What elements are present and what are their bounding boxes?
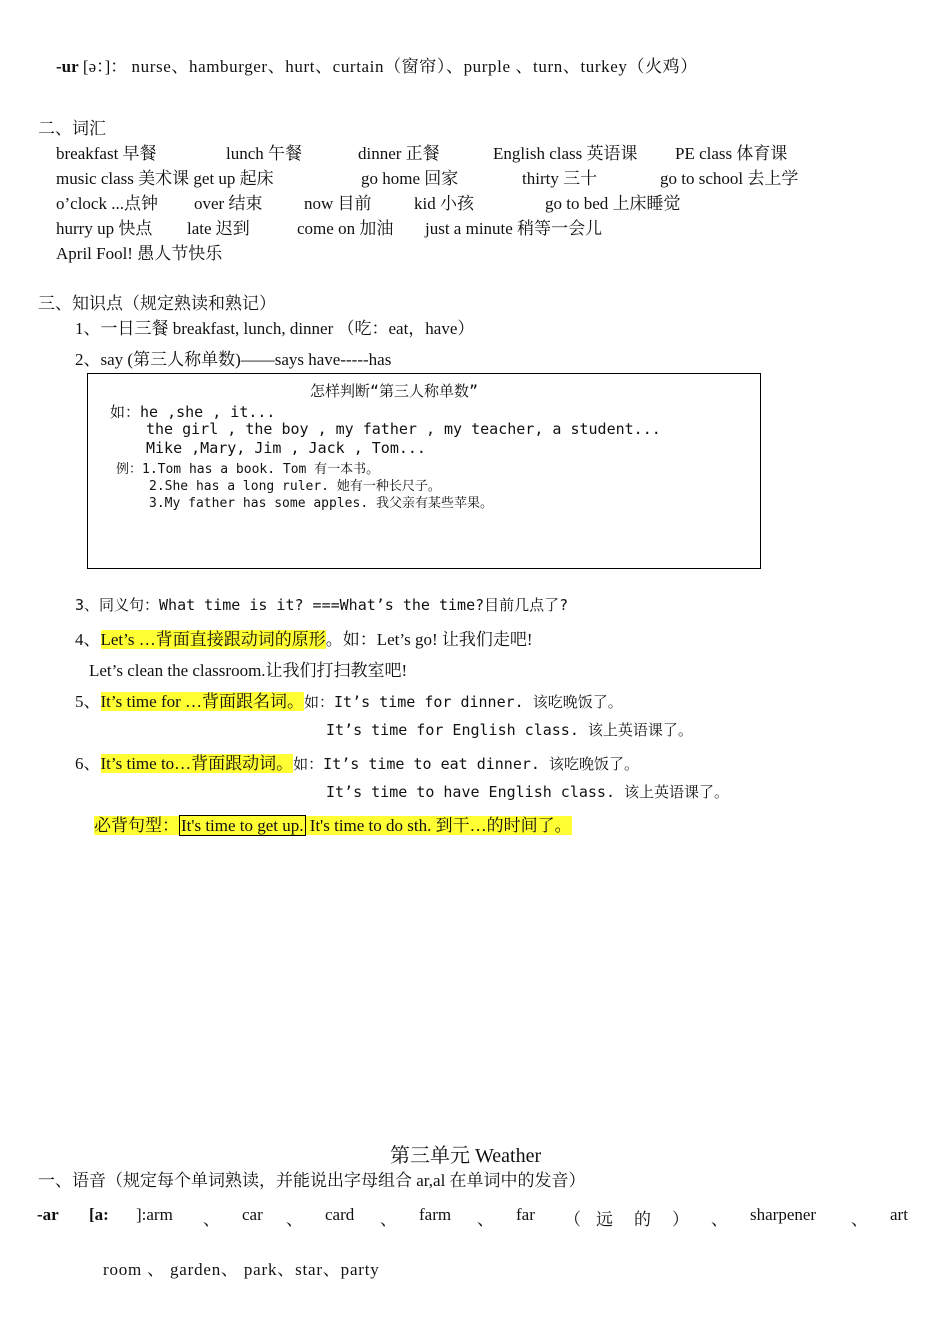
ar-token: ） — [672, 1210, 689, 1229]
knowledge-heading: 三、知识点（规定熟读和熟记） — [38, 294, 276, 313]
ar-token: 、 — [851, 1210, 868, 1229]
must-memorize-line — [94, 811, 572, 836]
highlight-text: It’s time to…背面跟动词。 — [100, 754, 294, 773]
ar-token: 、 — [286, 1210, 303, 1229]
box-example: 3.My father has some apples. 我父亲有某些苹果。 — [149, 496, 493, 511]
item-text: 。如：Let’s go! 让我们走吧! — [325, 630, 533, 649]
knowledge-item-4-line2: Let’s clean the classroom.让我们打扫教室吧! — [89, 661, 408, 680]
ar-words-line1 — [0, 1205, 950, 1229]
vocab-item: PE class 体育课 — [675, 144, 788, 163]
knowledge-item-2: 2、say (第三人称单数)——says have-----has — [75, 350, 392, 369]
ar-token: ]:arm — [136, 1205, 173, 1224]
item-number: 4、 — [75, 630, 101, 649]
knowledge-item-3: 3、同义句：What time is it? ===What’s the time?目前几点了? — [75, 596, 569, 614]
knowledge-item-6-line2: It’s time to have English class. 该上英语课了。 — [326, 783, 730, 801]
knowledge-item-5-line2: It’s time for English class. 该上英语课了。 — [326, 721, 693, 739]
vocab-item: go to bed 上床睡觉 — [545, 194, 681, 213]
vocab-item: breakfast 早餐 — [56, 144, 157, 163]
phonics-pattern: -ur — [56, 57, 79, 76]
box-title: 怎样判断“第三人称单数” — [310, 382, 479, 400]
vocab-item: just a minute 稍等一会儿 — [425, 219, 603, 238]
box-line: the girl , the boy , my father , my teacher, a student... — [146, 420, 661, 438]
vocab-item: kid 小孩 — [414, 194, 474, 213]
ar-token: farm — [419, 1205, 452, 1224]
vocab-item: o’clock ...点钟 — [56, 194, 158, 213]
knowledge-item-4 — [75, 625, 533, 650]
vocab-item: April Fool! 愚人节快乐 — [56, 244, 223, 263]
unit-title: 第三单元 Weather — [390, 1145, 542, 1167]
item-number: 6、 — [75, 754, 101, 773]
third-person-box — [87, 373, 761, 569]
ar-token: [a: — [89, 1205, 109, 1224]
vocab-item: hurry up 快点 — [56, 219, 153, 238]
box-line: Mike ,Mary, Jim , Jack , Tom... — [146, 439, 426, 457]
vocab-item: over 结束 — [194, 194, 263, 213]
ar-token: 、 — [380, 1210, 397, 1229]
vocab-heading: 二、词汇 — [38, 119, 106, 138]
highlight-text: It's time to do sth. 到干…的时间了。 — [305, 816, 572, 835]
boxed-sentence: It's time to get up. — [181, 816, 304, 835]
ar-token: far — [516, 1205, 535, 1224]
box-example: 例：1.Tom has a book. Tom 有一本书。 — [116, 462, 380, 477]
highlight-text: Let’s …背面直接跟动词的原形 — [100, 630, 326, 649]
highlight-text: It’s time for …背面跟名词。 — [100, 692, 305, 711]
vocab-item: go to school 去上学 — [660, 169, 799, 188]
unit-phonics-heading: 一、语音（规定每个单词熟读，并能说出字母组合 ar,al 在单词中的发音） — [38, 1171, 586, 1190]
ar-token: 、 — [477, 1210, 494, 1229]
ar-token: card — [325, 1205, 355, 1224]
phonics-ur-line — [56, 52, 698, 77]
knowledge-item-5 — [75, 687, 623, 712]
box-line: 如：he ,she , it... — [110, 403, 276, 421]
ar-token: 、 — [203, 1210, 220, 1229]
vocab-item: go home 回家 — [361, 169, 459, 188]
vocab-item: English class 英语课 — [493, 144, 638, 163]
vocab-item: music class 美术课 get up 起床 — [56, 169, 274, 188]
item-text: 如：It’s time for dinner. 该吃晚饭了。 — [304, 693, 623, 711]
ar-token: art — [890, 1205, 908, 1224]
ar-token: sharpener — [750, 1205, 817, 1224]
ar-words-line2: room 、 garden、 park、star、party — [103, 1260, 380, 1279]
box-example: 2.She has a long ruler. 她有一种长尺子。 — [149, 479, 441, 494]
ar-token: 远 — [596, 1210, 613, 1229]
ar-token: car — [242, 1205, 263, 1224]
phonics-words: nurse、hamburger、hurt、curtain（窗帘）、purple 、turn、turkey（火鸡） — [131, 57, 698, 76]
ar-token: 的 — [634, 1210, 651, 1229]
item-text: 如：It’s time to eat dinner. 该吃晚饭了。 — [293, 755, 639, 773]
knowledge-item-1: 1、一日三餐 breakfast, lunch, dinner （吃：eat，have） — [75, 319, 475, 338]
phonics-ipa: [ə：]： — [78, 57, 128, 76]
knowledge-item-6 — [75, 749, 639, 774]
ar-token: -ar — [37, 1205, 59, 1224]
vocab-item: dinner 正餐 — [358, 144, 440, 163]
vocab-item: thirty 三十 — [522, 169, 598, 188]
item-number: 5、 — [75, 692, 101, 711]
vocab-item: lunch 午餐 — [226, 144, 303, 163]
vocab-item: now 目前 — [304, 194, 372, 213]
ar-token: 、 — [711, 1210, 728, 1229]
highlight-text: 必背句型： — [94, 816, 179, 835]
vocab-item: late 迟到 — [187, 219, 250, 238]
vocab-item: come on 加油 — [297, 219, 394, 238]
ar-token: （ — [564, 1210, 581, 1229]
